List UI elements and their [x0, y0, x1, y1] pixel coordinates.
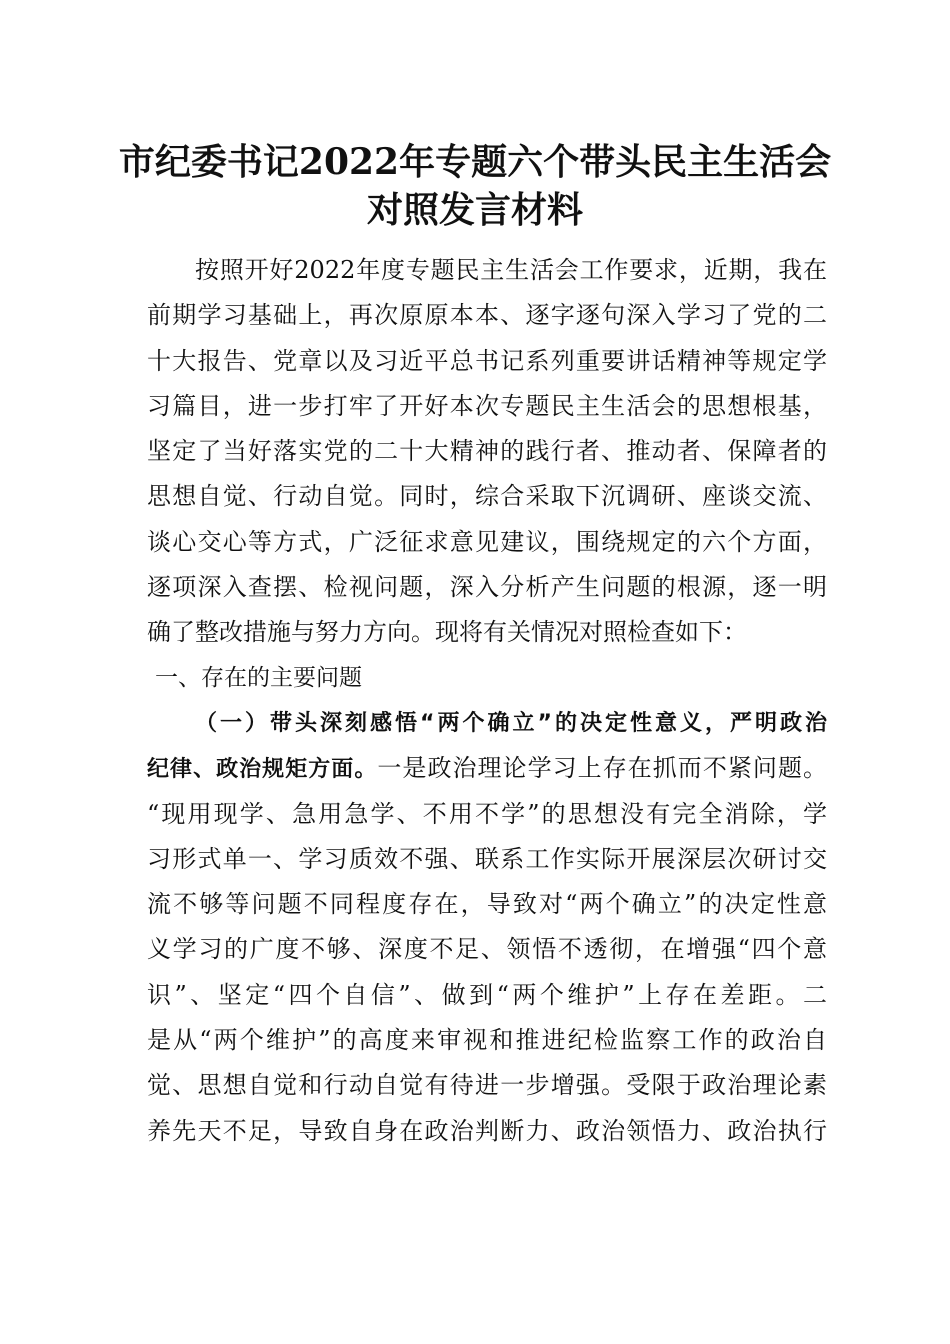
paragraph-line: 养先天不足，导致自身在政治判断力、政治领悟力、政治执行 — [147, 1116, 827, 1145]
paragraph-line: 前期学习基础上，再次原原本本、逐字逐句深入学习了党的二 — [147, 301, 827, 330]
subsection-heading-line: 纪律、政治规矩方面。 — [147, 757, 378, 783]
paragraph-line: 是从“两个维护”的高度来审视和推进纪检监察工作的政治自 — [147, 1026, 827, 1055]
paragraph-text: 一是政治理论学习上存在抓而不紧问题。 — [377, 754, 827, 783]
document-title-line-1: 市纪委书记2022年专题六个带头民主生活会 — [118, 141, 832, 183]
document-body — [147, 248, 827, 1154]
paragraph-line: 按照开好2022年度专题民主生活会工作要求，近期，我在 — [195, 256, 827, 284]
paragraph-line — [147, 746, 827, 791]
section-heading: 一、存在的主要问题 — [155, 664, 362, 691]
paragraph-line: 思想自觉、行动自觉。同时，综合采取下沉调研、座谈交流、 — [147, 482, 827, 511]
paragraph-line: 习形式单一、学习质效不强、联系工作实际开展深层次研讨交 — [147, 844, 827, 873]
paragraph-line: “现用现学、急用急学、不用不学”的思想没有完全消除，学 — [147, 799, 827, 828]
paragraph-line: 习篇目，进一步打牢了开好本次专题民主生活会的思想根基， — [147, 391, 827, 420]
paragraph-line: 义学习的广度不够、深度不足、领悟不透彻，在增强“四个意 — [147, 935, 827, 964]
paragraph-line: 确了整改措施与努力方向。现将有关情况对照检查如下： — [147, 618, 747, 647]
document-title-line-2: 对照发言材料 — [366, 189, 583, 231]
paragraph-line: 坚定了当好落实党的二十大精神的践行者、推动者、保障者的 — [147, 437, 827, 466]
paragraph-line: 流不够等问题不同程度存在，导致对“两个确立”的决定性意 — [147, 890, 827, 919]
paragraph-line: 十大报告、党章以及习近平总书记系列重要讲话精神等规定学 — [147, 346, 827, 375]
paragraph-line: 识”、坚定“四个自信”、做到“两个维护”上存在差距。二 — [147, 980, 827, 1009]
subsection-heading-line: （一）带头深刻感悟“两个确立”的决定性意义，严明政治 — [195, 710, 827, 736]
paragraph-line: 觉、思想自觉和行动自觉有待进一步增强。受限于政治理论素 — [147, 1071, 827, 1100]
paragraph-line: 逐项深入查摆、检视问题，深入分析产生问题的根源，逐一明 — [147, 573, 827, 602]
paragraph-line: 谈心交心等方式，广泛征求意见建议，围绕规定的六个方面， — [147, 527, 827, 556]
